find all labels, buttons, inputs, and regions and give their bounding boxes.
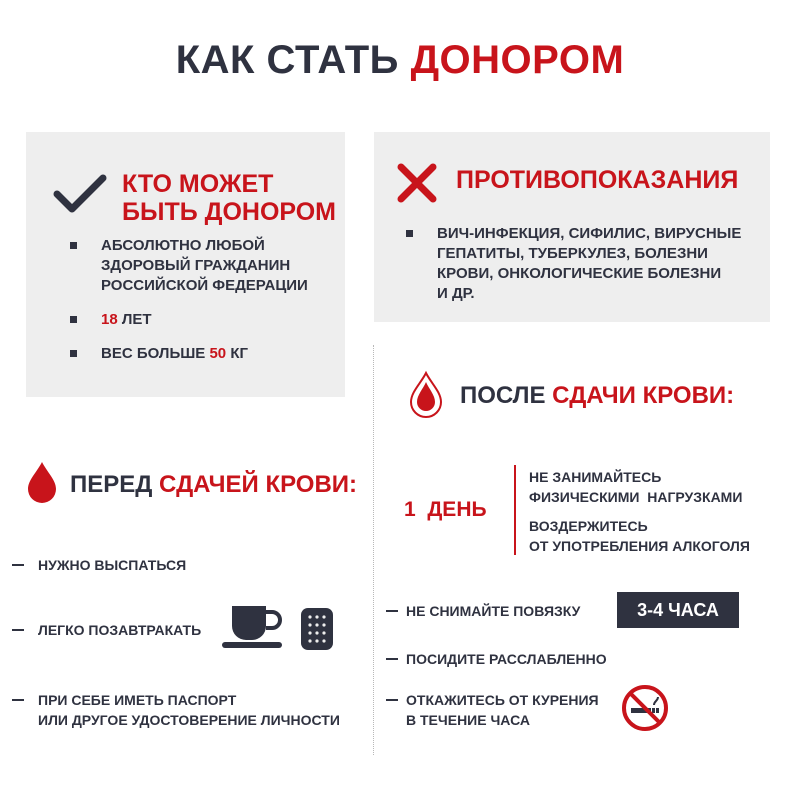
before-heading: ПЕРЕД СДАЧЕЙ КРОВИ: [70, 471, 358, 498]
who-bullet-weight: ВЕС БОЛЬШЕ 50 КГ [70, 344, 248, 364]
title-part1: КАК СТАТЬ [175, 38, 399, 82]
before-item-passport: ПРИ СЕБЕ ИМЕТЬ ПАСПОРТ ИЛИ ДРУГОЕ УДОСТОВЕРЕНИЕ ЛИЧНОСТИ [12, 690, 340, 730]
column-divider [373, 345, 374, 755]
who-bullet-age: 18 ЛЕТ [70, 310, 152, 330]
hours-badge: 3-4 ЧАСА [617, 592, 739, 628]
contraindications-heading: ПРОТИВОПОКАЗАНИЯ [456, 166, 739, 194]
before-item-breakfast: ЛЕГКО ПОЗАВТРАКАТЬ [12, 620, 201, 640]
before-item-sleep: НУЖНО ВЫСПАТЬСЯ [12, 555, 186, 575]
coffee-cup-icon [220, 600, 286, 652]
day-divider [514, 465, 516, 555]
page-title [0, 38, 800, 83]
blood-drop-icon [25, 460, 59, 504]
who-heading: КТО МОЖЕТ БЫТЬ ДОНОРОМ [122, 170, 337, 226]
cross-icon [396, 162, 438, 204]
blood-drop-outline-icon [406, 370, 446, 418]
checkmark-icon [52, 172, 108, 216]
cookie-icon [299, 606, 335, 652]
no-smoking-icon [621, 684, 669, 732]
contraindications-list: ВИЧ-ИНФЕКЦИЯ, СИФИЛИС, ВИРУСНЫЕ ГЕПАТИТЫ, ТУБЕРКУЛЕЗ, БОЛЕЗНИ КРОВИ, ОНКОЛОГИЧЕСКИЕ БОЛЕЗНИ И ДР. [406, 224, 741, 304]
after-item-bandage: НЕ СНИМАЙТЕ ПОВЯЗКУ [386, 601, 580, 621]
title-part2: ДОНОРОМ [410, 38, 625, 82]
day-item-no-alcohol: ВОЗДЕРЖИТЕСЬ ОТ УПОТРЕБЛЕНИЯ АЛКОГОЛЯ [529, 518, 750, 554]
after-heading: ПОСЛЕ СДАЧИ КРОВИ: [460, 382, 735, 409]
contraindications-card [374, 132, 770, 322]
day-item-no-exercise: НЕ ЗАНИМАЙТЕСЬ ФИЗИЧЕСКИМИ НАГРУЗКАМИ [529, 469, 743, 505]
who-can-card [26, 132, 345, 397]
who-bullet-citizen: АБСОЛЮТНО ЛЮБОЙ ЗДОРОВЫЙ ГРАЖДАНИН РОССИЙСКОЙ ФЕДЕРАЦИИ [70, 236, 308, 296]
after-item-no-smoking: ОТКАЖИТЕСЬ ОТ КУРЕНИЯ В ТЕЧЕНИЕ ЧАСА [386, 690, 599, 730]
day-label: 1 ДЕНЬ [404, 498, 487, 521]
after-item-relax: ПОСИДИТЕ РАССЛАБЛЕННО [386, 649, 607, 669]
